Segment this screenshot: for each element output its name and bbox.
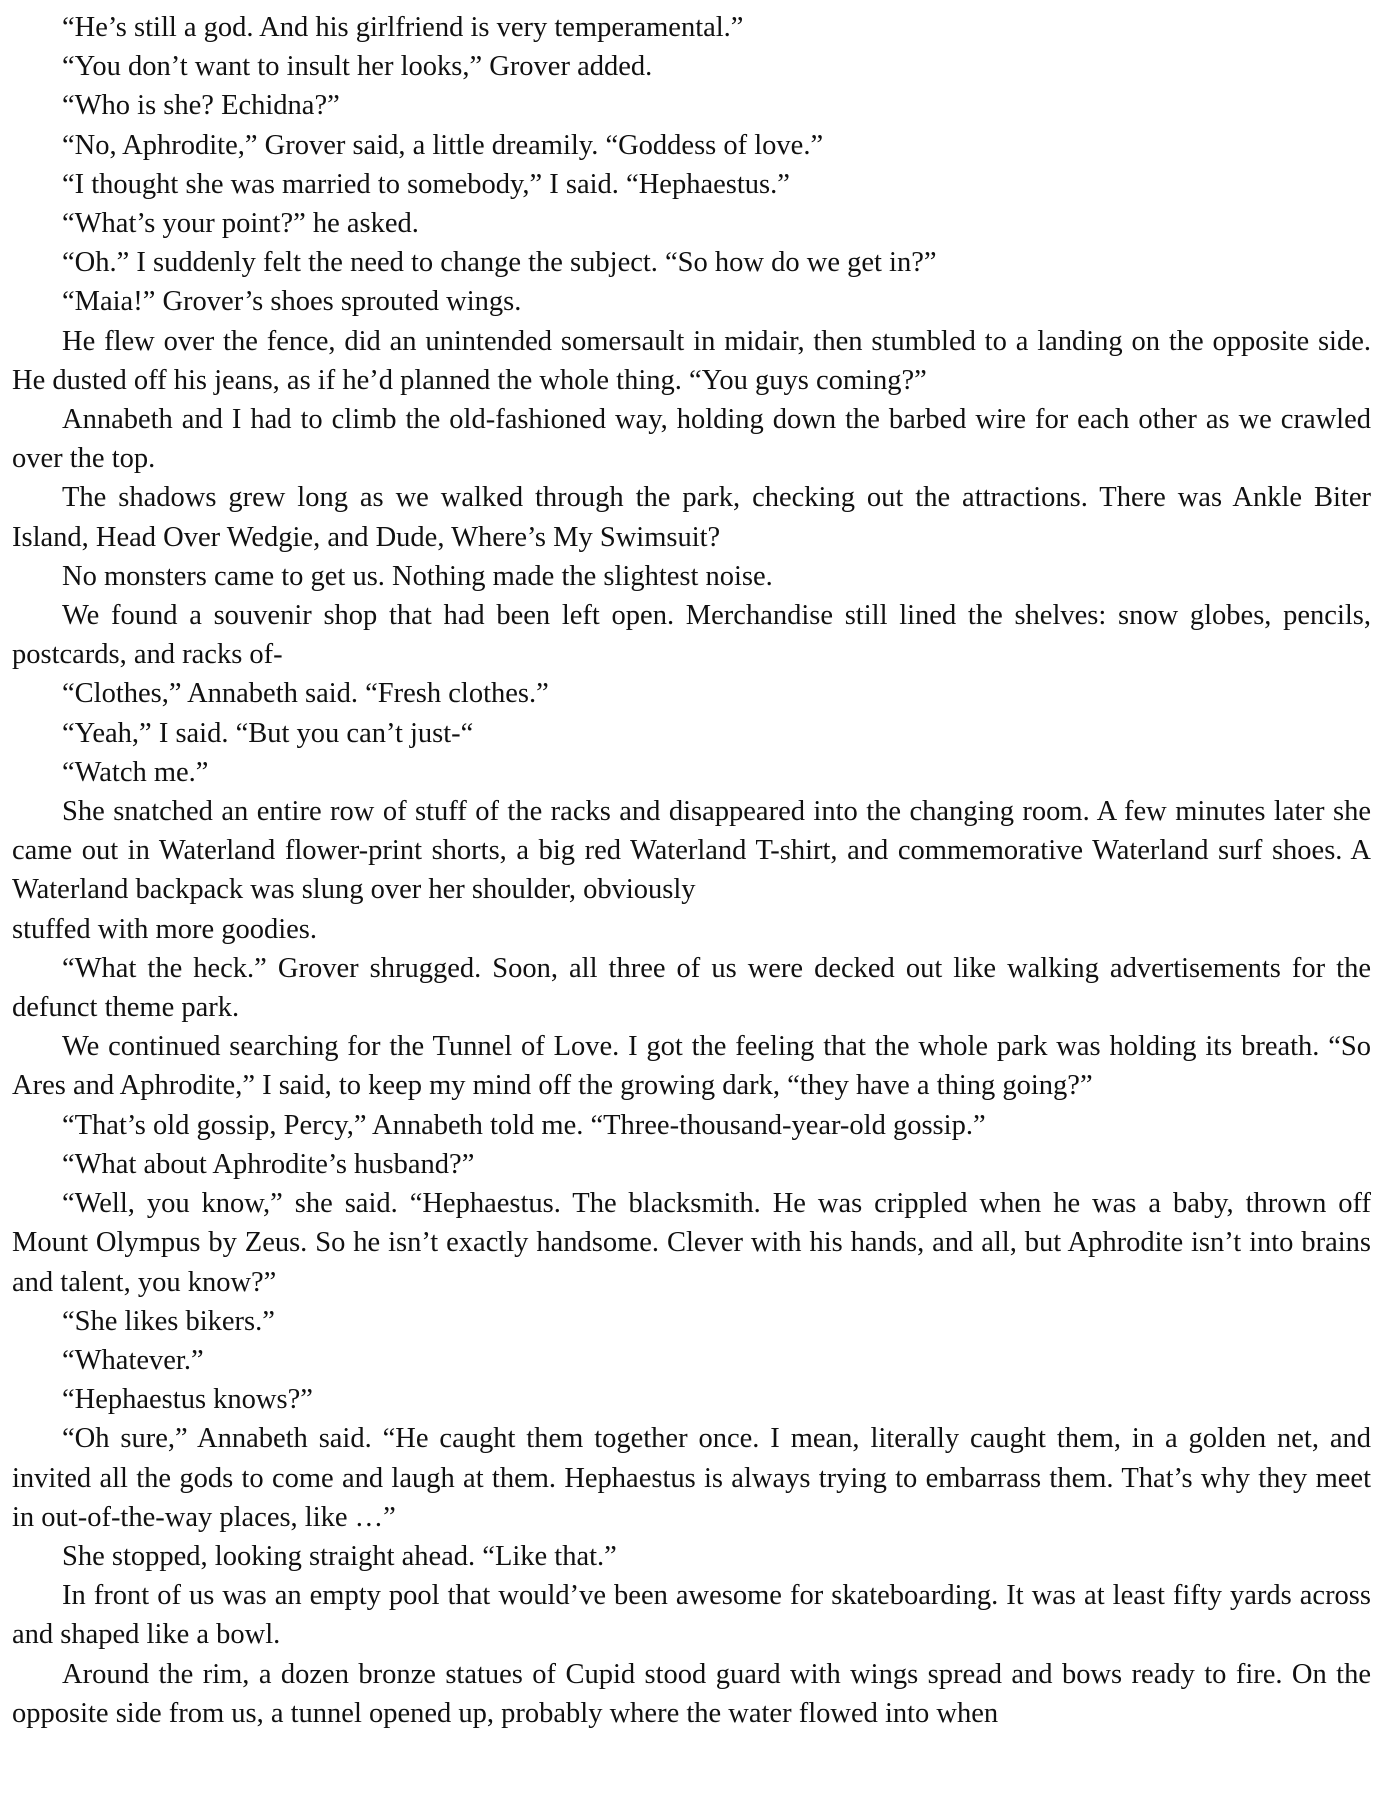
paragraph: “Oh.” I suddenly felt the need to change the subject. “So how do we get in?” [62, 247, 937, 279]
paragraph: “Clothes,” Annabeth said. “Fresh clothes.” [62, 678, 549, 710]
paragraph: “What about Aphrodite’s husband?” [62, 1148, 475, 1180]
paragraph: He flew over the fence, did an unintended somersault in midair, then stumbled to a landing on the opposite side. He dusted off his jeans, as if he’d planned the whole thing. “You guys coming?” [12, 325, 1371, 396]
paragraph: No monsters came to get us. Nothing made the slightest noise. [62, 560, 773, 592]
paragraph: She stopped, looking straight ahead. “Like that.” [62, 1540, 617, 1572]
paragraph: In front of us was an empty pool that would’ve been awesome for skateboarding. It was at least fifty yards across and shaped like a bowl. [12, 1580, 1371, 1651]
paragraph: The shadows grew long as we walked through the park, checking out the attractions. There was Ankle Biter Island, Head Over Wedgie, and Dude, Where’s My Swimsuit? [12, 482, 1371, 553]
paragraph: “Yeah,” I said. “But you can’t just-“ [62, 717, 474, 749]
paragraph: “Maia!” Grover’s shoes sprouted wings. [62, 286, 522, 318]
paragraph: “Watch me.” [62, 756, 209, 788]
paragraph: “You don’t want to insult her looks,” Grover added. [62, 51, 653, 83]
paragraph: We found a souvenir shop that had been left open. Merchandise still lined the shelves: snow globes, pencils, postcards, and racks of- [12, 600, 1371, 671]
paragraph: She snatched an entire row of stuff of the racks and disappeared into the changing room. A few minutes later she came out in Waterland flower-print shorts, a big red Waterland T-shirt, and commemorative Waterland surf shoes. A Waterland backpack was slung over her shoulder, obviously stuffed with more goodies. [12, 796, 1371, 945]
paragraph: “I thought she was married to somebody,” I said. “Hephaestus.” [62, 168, 790, 200]
paragraph: “He’s still a god. And his girlfriend is very temperamental.” [62, 12, 744, 43]
paragraph: “Hephaestus knows?” [62, 1384, 313, 1416]
page-text [12, 8, 1371, 1733]
paragraph: Around the rim, a dozen bronze statues of Cupid stood guard with wings spread and bows ready to fire. On the opposite side from us, a tunnel opened up, probably where the water flowed into when [12, 1658, 1371, 1729]
paragraph: “What’s your point?” he asked. [62, 208, 419, 240]
paragraph: “Oh sure,” Annabeth said. “He caught them together once. I mean, literally caught them, in a golden net, and invited all the gods to come and laugh at them. Hephaestus is always trying to embarrass them. That’s why they meet in out-of-the-way places, like …” [12, 1423, 1371, 1533]
paragraph: “That’s old gossip, Percy,” Annabeth told me. “Three-thousand-year-old gossip.” [62, 1109, 986, 1141]
paragraph: “No, Aphrodite,” Grover said, a little dreamily. “Goddess of love.” [62, 129, 824, 161]
paragraph: “Who is she? Echidna?” [62, 90, 340, 122]
paragraph: “What the heck.” Grover shrugged. Soon, all three of us were decked out like walking advertisements for the defunct theme park. [12, 952, 1371, 1024]
paragraph: Annabeth and I had to climb the old-fashioned way, holding down the barbed wire for each other as we crawled over the top. [12, 404, 1371, 475]
paragraph: We continued searching for the Tunnel of Love. I got the feeling that the whole park was holding its breath. “So Ares and Aphrodite,” I said, to keep my mind off the growing dark, “they have a thing going?” [12, 1031, 1371, 1102]
paragraph: “She likes bikers.” [62, 1305, 275, 1337]
paragraph: “Whatever.” [62, 1344, 204, 1376]
paragraph: “Well, you know,” she said. “Hephaestus. The blacksmith. He was crippled when he was a baby, thrown off Mount Olympus by Zeus. So he isn’t exactly handsome. Clever with his hands, and all, but Aphrodite isn’t into brains and talent, you know?” [12, 1188, 1371, 1298]
